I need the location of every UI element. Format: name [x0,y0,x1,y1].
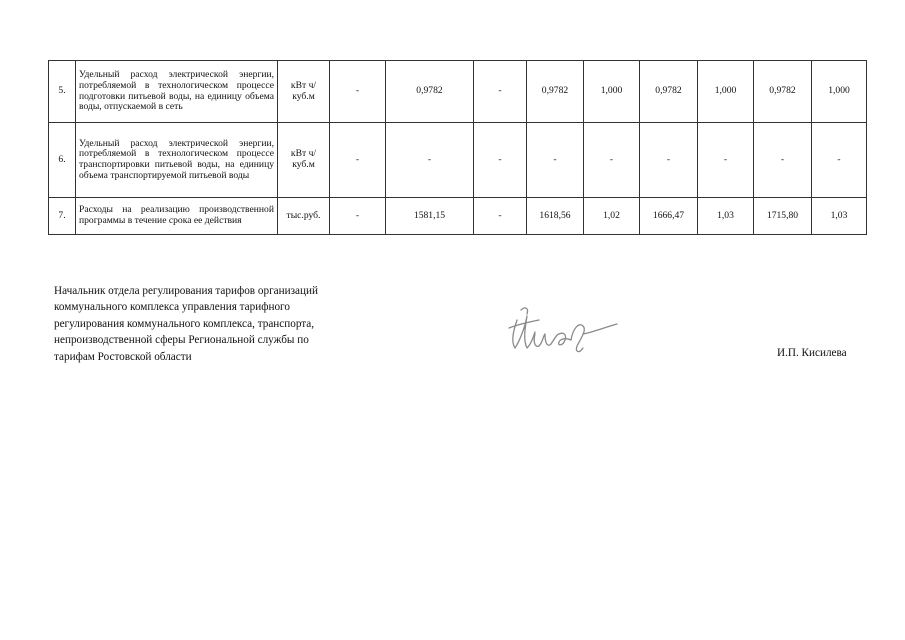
position-line: непроизводственной сферы Региональной службы по [54,334,309,347]
indicator-name: Удельный расход электрической энергии, потребляемой в технологическом процессе подготовки питьевой воды, на единицу объема воды, отпускаемой в сеть [76,61,278,123]
value-cell: 1,000 [698,61,754,123]
value-cell: 0,9782 [386,61,474,123]
value-cell: - [527,123,584,198]
value-cell: - [812,123,867,198]
tariff-table [48,60,867,235]
value-cell: 1,000 [584,61,640,123]
value-cell: 0,9782 [640,61,698,123]
value-cell: 1618,56 [527,198,584,235]
unit-cell: кВт ч/куб.м [278,61,330,123]
value-cell: 1715,80 [754,198,812,235]
position-line: тарифам Ростовской области [54,350,192,363]
value-cell: - [330,198,386,235]
row-number: 7. [49,198,76,235]
value-cell: - [330,61,386,123]
signer-position [54,283,384,365]
value-cell: 0,9782 [754,61,812,123]
signer-name: И.П. Кисилева [777,347,847,359]
value-cell: - [474,198,527,235]
table-row [49,123,867,198]
indicator-name: Расходы на реализацию производственной программы в течение срока ее действия [76,198,278,235]
value-cell: 1,000 [812,61,867,123]
table-row [49,61,867,123]
value-cell: - [754,123,812,198]
position-line: регулирования коммунального комплекса, транспорта, [54,317,315,330]
position-line: Начальник отдела регулирования тарифов организаций [54,285,318,297]
value-cell: - [474,123,527,198]
value-cell: 1,02 [584,198,640,235]
value-cell: 1,03 [812,198,867,235]
value-cell: - [386,123,474,198]
value-cell: - [474,61,527,123]
value-cell: - [584,123,640,198]
value-cell: - [330,123,386,198]
row-number: 6. [49,123,76,198]
value-cell: 0,9782 [527,61,584,123]
handwritten-signature [505,298,620,358]
indicator-name: Удельный расход электрической энергии, потребляемой в технологическом процессе транспортировки питьевой воды, на единицу объема транспортируемой питьевой воды [76,123,278,198]
value-cell: 1666,47 [640,198,698,235]
unit-cell: кВт ч/куб.м [278,123,330,198]
unit-cell: тыс.руб. [278,198,330,235]
value-cell: - [698,123,754,198]
position-line: коммунального комплекса управления тарифного [54,301,290,314]
value-cell: - [640,123,698,198]
value-cell: 1581,15 [386,198,474,235]
row-number: 5. [49,61,76,123]
table-row [49,198,867,235]
value-cell: 1,03 [698,198,754,235]
